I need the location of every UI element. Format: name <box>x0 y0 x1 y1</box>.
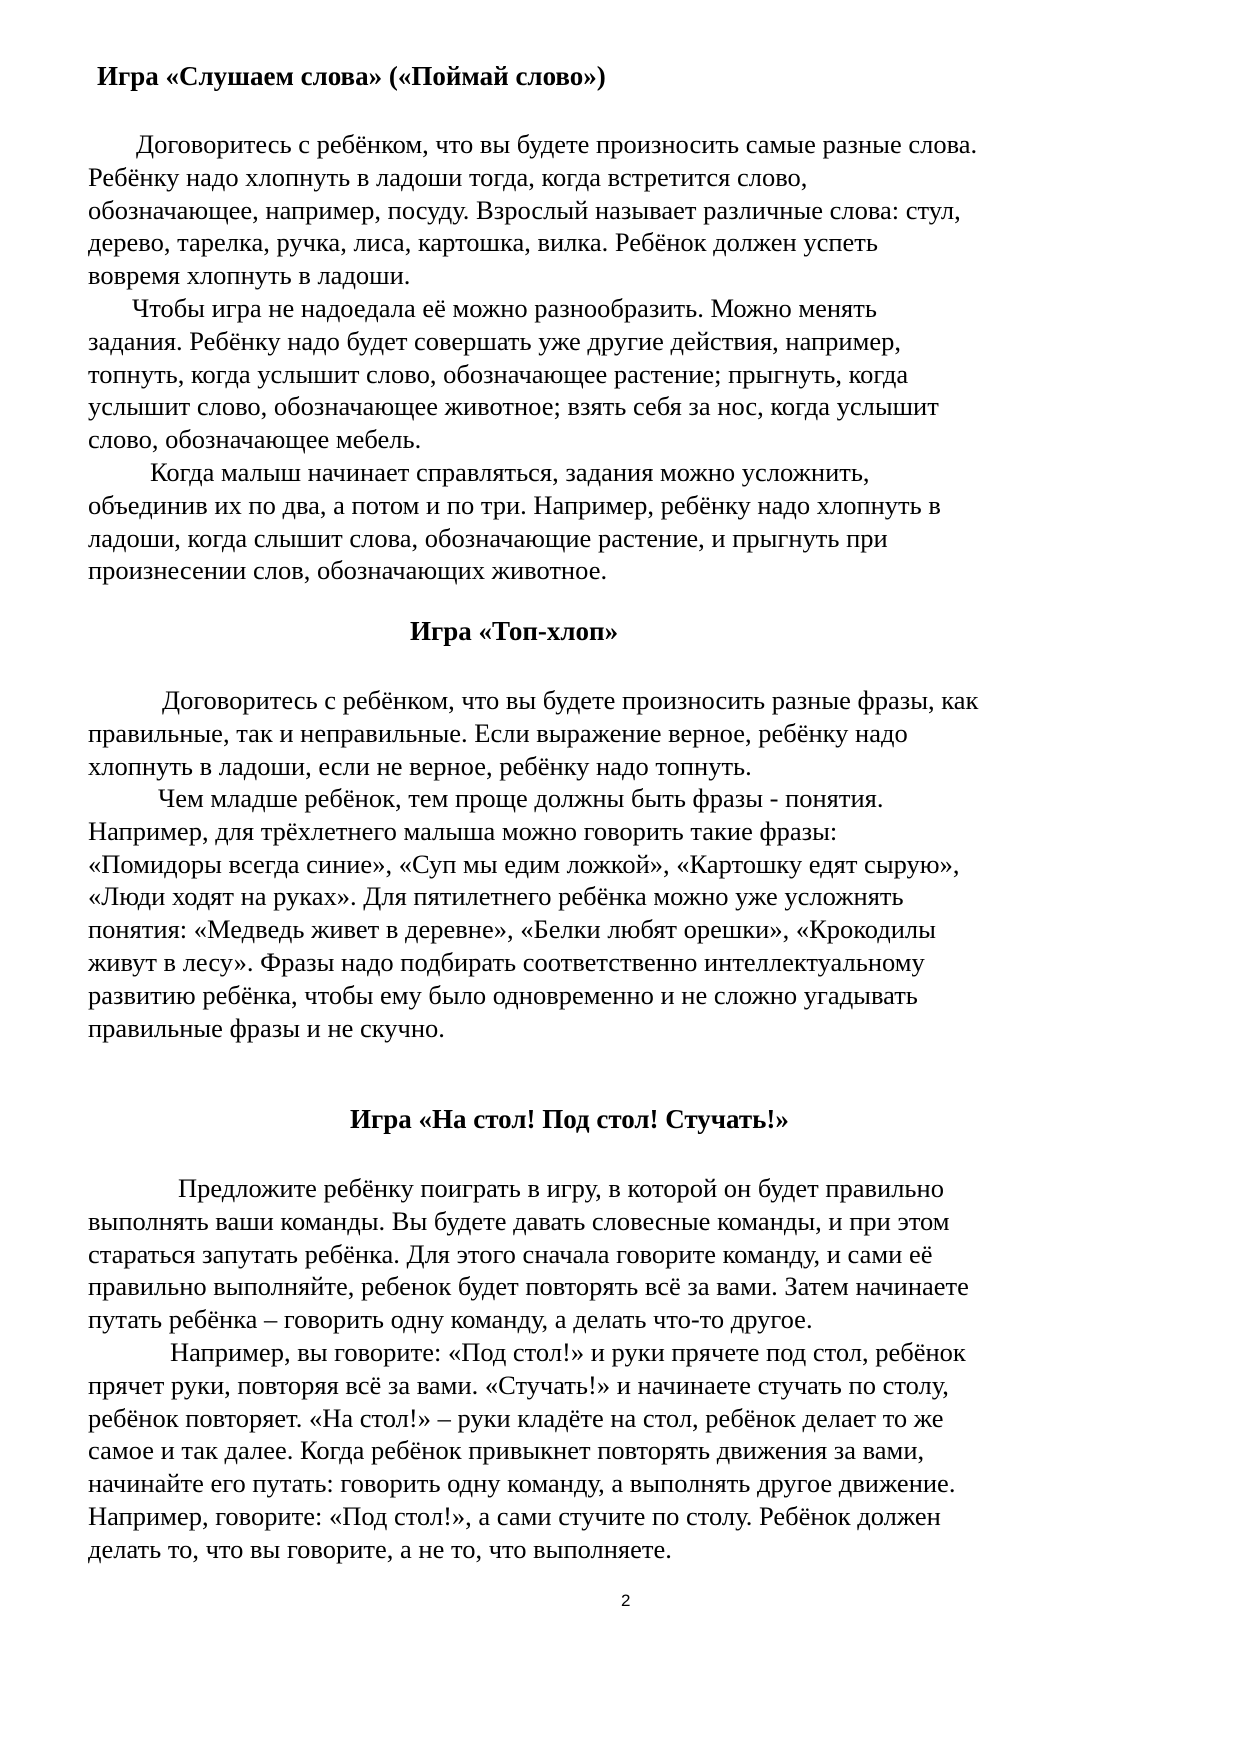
text-line: правильные фразы и не скучно. <box>88 1012 445 1043</box>
paragraph <box>88 1172 1178 1336</box>
text-line: живут в лесу». Фразы надо подбирать соответственно интеллектуальному <box>88 946 925 977</box>
section-title-top-hlop: Игра «Топ-хлоп» <box>410 616 619 646</box>
text-line: начинайте его путать: говорить одну команду, а выполнять другое движение. <box>88 1468 956 1499</box>
text-line: Чем младше ребёнок, тем проще должны быть фразы - понятия. <box>158 783 884 813</box>
text-line: правильно выполняйте, ребенок будет повторять всё за вами. Затем начинаете <box>88 1271 969 1302</box>
text-line: услышит слово, обозначающее животное; взять себя за нос, когда услышит <box>88 391 939 422</box>
text-line: понятия: «Медведь живет в деревне», «Белки любят орешки», «Крокодилы <box>88 914 936 945</box>
text-line: «Помидоры всегда синие», «Суп мы едим ложкой», «Картошку едят сырую», <box>88 848 960 879</box>
text-line: прячет руки, повторяя всё за вами. «Стучать!» и начинаете стучать по столу, <box>88 1369 949 1400</box>
text-line: обозначающее, например, посуду. Взрослый называет различные слова: стул, <box>88 194 961 225</box>
text-line: делать то, что вы говорите, а не то, что выполняете. <box>88 1533 672 1564</box>
paragraph <box>88 456 1178 587</box>
text-line: вовремя хлопнуть в ладоши. <box>88 260 411 291</box>
text-line: произнесении слов, обозначающих животное. <box>88 555 608 586</box>
text-line: топнуть, когда услышит слово, обозначающее растение; прыгнуть, когда <box>88 358 909 389</box>
text-line: Например, говорите: «Под стол!», а сами стучите по столу. Ребёнок должен <box>88 1500 941 1531</box>
text-line: задания. Ребёнку надо будет совершать уже другие действия, например, <box>88 325 902 356</box>
text-line: ребёнок повторяет. «На стол!» – руки кладёте на стол, ребёнок делает то же <box>88 1402 944 1433</box>
paragraph <box>88 292 1178 456</box>
text-line: слово, обозначающее мебель. <box>88 424 422 455</box>
section-title-na-stol: Игра «На стол! Под стол! Стучать!» <box>350 1104 789 1134</box>
text-line: объединив их по два, а потом и по три. Например, ребёнку надо хлопнуть в <box>88 489 941 520</box>
text-line: Например, вы говорите: «Под стол!» и руки прячете под стол, ребёнок <box>170 1337 966 1367</box>
paragraph <box>88 684 1178 782</box>
paragraph <box>88 1336 1178 1566</box>
text-line: дерево, тарелка, ручка, лиса, картошка, вилка. Ребёнок должен успеть <box>88 227 878 258</box>
text-line: Например, для трёхлетнего малыша можно говорить такие фразы: <box>88 815 838 846</box>
text-line: правильные, так и неправильные. Если выражение верное, ребёнку надо <box>88 717 908 748</box>
text-line: стараться запутать ребёнка. Для этого сначала говорите команду, и сами её <box>88 1238 933 1269</box>
text-line: «Люди ходят на руках». Для пятилетнего ребёнка можно уже усложнять <box>88 881 904 912</box>
paragraph <box>88 782 1178 1044</box>
text-line: Ребёнку надо хлопнуть в ладоши тогда, когда встретится слово, <box>88 161 808 192</box>
page-number: 2 <box>621 1591 631 1610</box>
text-line: Предложите ребёнку поиграть в игру, в которой он будет правильно <box>178 1173 944 1203</box>
text-line: развитию ребёнка, чтобы ему было одновременно и не сложно угадывать <box>88 979 918 1010</box>
text-line: Чтобы игра не надоедала её можно разнообразить. Можно менять <box>132 293 877 323</box>
text-line: ладоши, когда слышит слова, обозначающие растение, и прыгнуть при <box>88 522 888 553</box>
paragraph <box>88 128 1178 292</box>
section-title-listen-words: Игра «Слушаем слова» («Поймай слово») <box>97 61 606 91</box>
text-line: Договоритесь с ребёнком, что вы будете произносить самые разные слова. <box>136 129 978 159</box>
text-line: выполнять ваши команды. Вы будете давать словесные команды, и при этом <box>88 1205 950 1236</box>
text-line: Договоритесь с ребёнком, что вы будете произносить разные фразы, как <box>162 685 979 715</box>
text-line: Когда малыш начинает справляться, задания можно усложнить, <box>150 457 870 487</box>
text-line: хлопнуть в ладоши, если не верное, ребёнку надо топнуть. <box>88 750 752 781</box>
text-line: путать ребёнка – говорить одну команду, а делать что-то другое. <box>88 1304 813 1335</box>
text-line: самое и так далее. Когда ребёнок привыкнет повторять движения за вами, <box>88 1435 925 1466</box>
